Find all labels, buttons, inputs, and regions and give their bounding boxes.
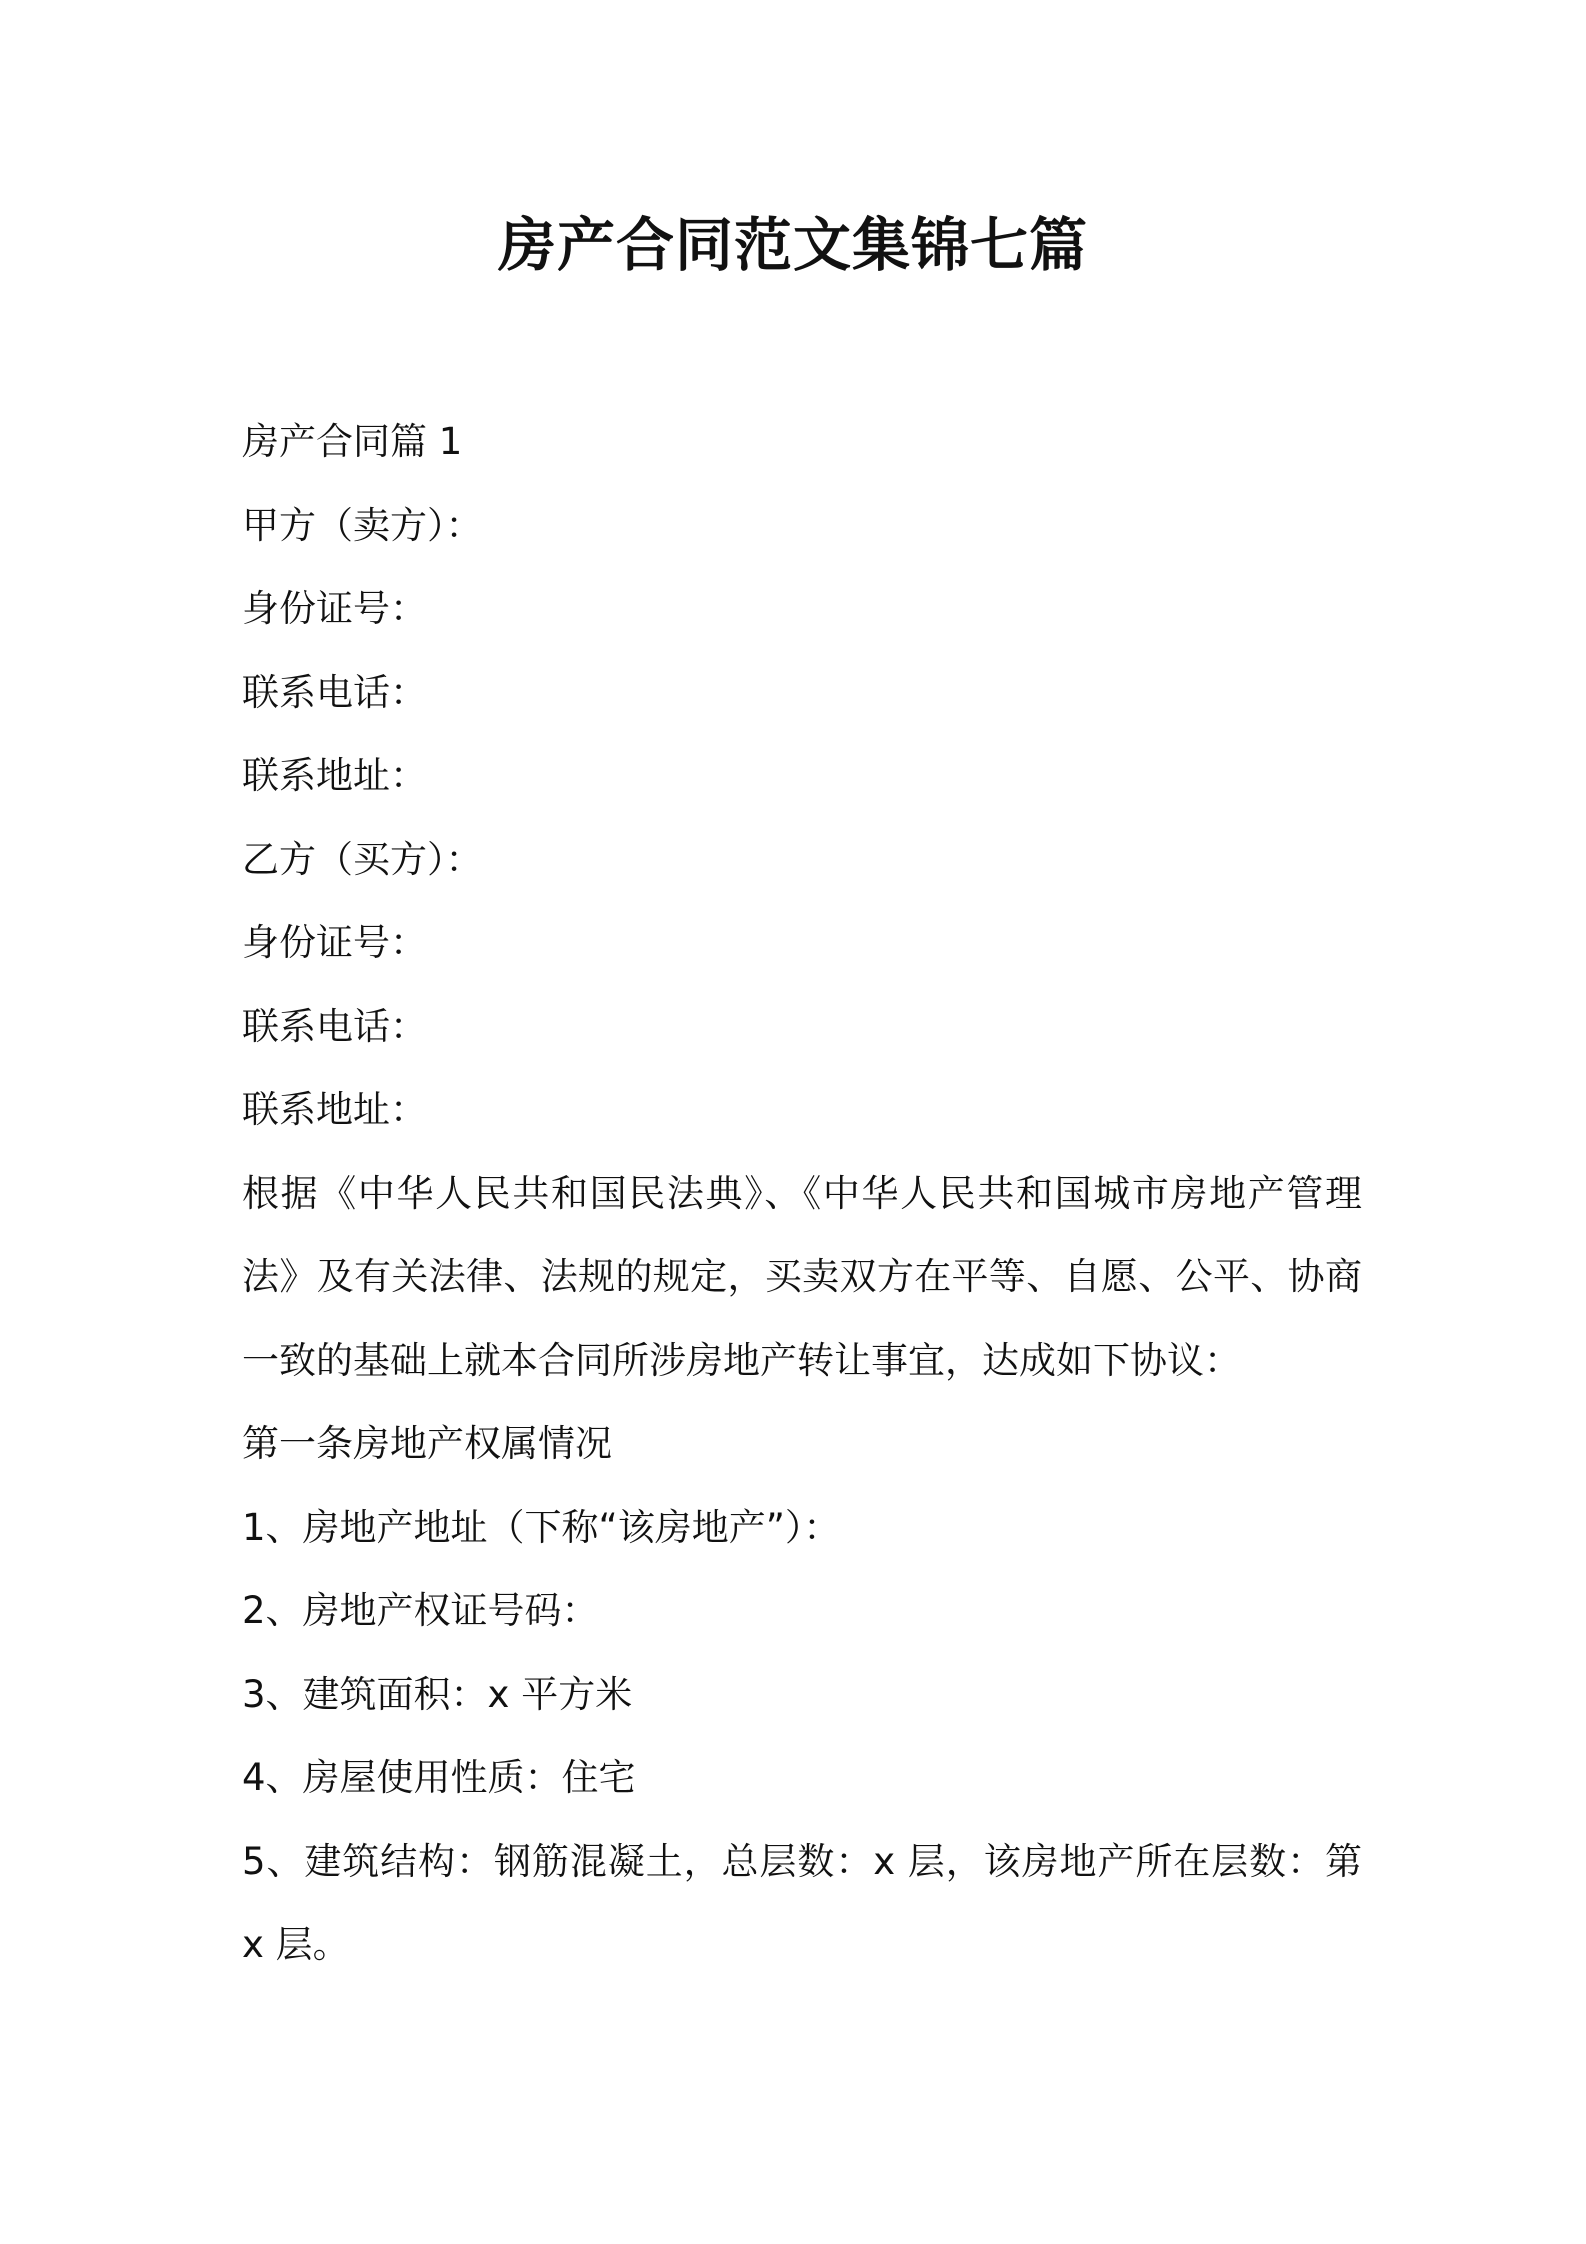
clause-5: 5、建筑结构：钢筋混凝土，总层数：x 层，该房地产所在层数：第 x 层。 [242,1839,1362,1966]
article-one-heading: 第一条房地产权属情况 [242,1422,612,1465]
party-b-label: 乙方（买方）： [242,837,483,881]
clause-1: 1、房地产地址（下称“该房地产”）： [242,1505,841,1549]
party-b-address-label: 联系地址： [242,1088,427,1131]
clause-3: 3、建筑面积：x 平方米 [242,1672,633,1716]
document-title: 房产合同范文集锦七篇 [497,211,1088,279]
section-heading: 房产合同篇 1 [242,420,463,463]
preamble-paragraph: 根据《中华人民共和国民法典》、《中华人民共和国城市房地产管理法》及有关法律、法规的规定，买卖双方在平等、自愿、公平、协商一致的基础上就本合同所涉房地产转让事宜，达成如下协议： [242,1171,1362,1382]
party-b-id-label: 身份证号： [242,921,427,964]
clause-4: 4、房屋使用性质：住宅 [242,1756,636,1799]
document-body [242,400,1362,1987]
party-a-id-label: 身份证号： [242,587,427,630]
party-a-phone-label: 联系电话： [242,670,427,714]
clause-2: 2、房地产权证号码： [242,1589,599,1632]
party-a-address-label: 联系地址： [242,754,427,797]
party-b-phone-label: 联系电话： [242,1004,427,1048]
party-a-label: 甲方（卖方）： [242,503,483,547]
